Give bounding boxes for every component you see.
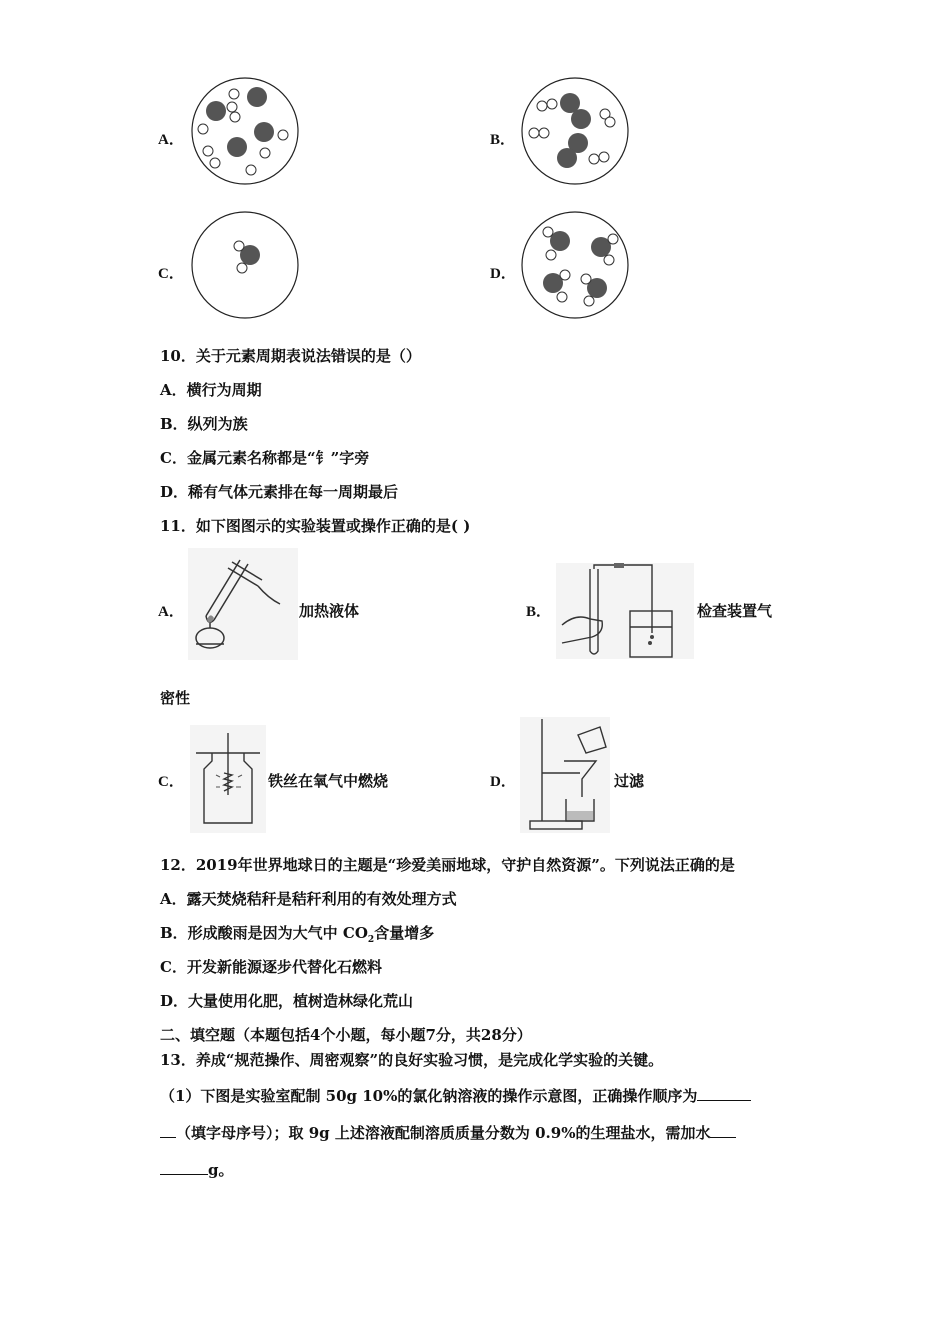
q11-figure-airtightness-check bbox=[556, 563, 694, 659]
q9-option-a-label: A． bbox=[158, 132, 184, 148]
q9-option-d-label: D． bbox=[490, 266, 516, 282]
q11-option-d-label: D． bbox=[490, 774, 516, 790]
q11-option-a-caption: 加热液体 bbox=[299, 602, 360, 620]
q11-option-b-label: B． bbox=[526, 604, 552, 620]
answer-blank-water-cont[interactable] bbox=[160, 1160, 208, 1175]
q10-option-d: D．稀有气体元素排在每一周期最后 bbox=[160, 483, 399, 501]
q11-option-d-caption: 过滤 bbox=[614, 772, 645, 790]
q11-figure-iron-wire-burning bbox=[190, 725, 266, 833]
q11-option-a-label: A． bbox=[158, 604, 184, 620]
q10-option-a: A．横行为周期 bbox=[160, 381, 262, 399]
answer-blank-order-cont[interactable] bbox=[160, 1123, 176, 1138]
section-heading: 二、填空题（本题包括4个小题，每小题7分，共28分） bbox=[160, 1026, 532, 1044]
q12-option-b: B．形成酸雨是因为大气中 $CO_2$含量增多 bbox=[160, 924, 435, 945]
q12-option-d: D．大量使用化肥，植树造林绿化荒山 bbox=[160, 992, 414, 1010]
q13-stem: 13．养成“规范操作、周密观察”的良好实验习惯，是完成化学实验的关键。 bbox=[160, 1051, 664, 1069]
q11-option-b-caption: 检查装置气 bbox=[697, 602, 773, 620]
q9-diagram-a bbox=[190, 77, 302, 185]
q11-figure-heating-liquid bbox=[188, 548, 298, 660]
q10-option-b: B．纵列为族 bbox=[160, 415, 248, 433]
q12-option-c: C．开发新能源逐步代替化石燃料 bbox=[160, 958, 382, 976]
answer-blank-order[interactable] bbox=[697, 1086, 751, 1101]
answer-blank-water[interactable] bbox=[710, 1123, 736, 1138]
q9-diagram-b bbox=[520, 77, 632, 185]
q11-figure-filtration bbox=[520, 717, 610, 833]
q11-option-c-caption: 铁丝在氧气中燃烧 bbox=[268, 772, 389, 790]
q9-option-b-label: B． bbox=[490, 132, 516, 148]
q11-stem: 11．如下图图示的实验装置或操作正确的是( ) bbox=[160, 517, 471, 535]
q13-part1-line1: （1）下图是实验室配制 50g 10%的氯化钠溶液的操作示意图，正确操作顺序为 bbox=[160, 1085, 751, 1106]
q13-part1-line2: （填字母序号）；取 9g 上述溶液配制溶质质量分数为 0.9%的生理盐水，需加水 bbox=[160, 1122, 736, 1143]
q11-option-b-caption-wrap: 密性 bbox=[160, 689, 191, 707]
q9-diagram-d bbox=[520, 211, 632, 319]
q9-option-c-label: C． bbox=[158, 266, 184, 282]
q10-option-c: C．金属元素名称都是“钅”字旁 bbox=[160, 449, 370, 467]
q10-stem: 10．关于元素周期表说法错误的是（） bbox=[160, 347, 421, 365]
q12-option-a: A．露天焚烧秸秆是秸秆利用的有效处理方式 bbox=[160, 890, 457, 908]
q9-diagram-c bbox=[190, 211, 302, 319]
q12-stem: 12．2019年世界地球日的主题是“珍爱美丽地球，守护自然资源”。下列说法正确的是 bbox=[160, 856, 735, 874]
q11-option-c-label: C． bbox=[158, 774, 184, 790]
q13-part1-line3: g。 bbox=[160, 1159, 234, 1180]
